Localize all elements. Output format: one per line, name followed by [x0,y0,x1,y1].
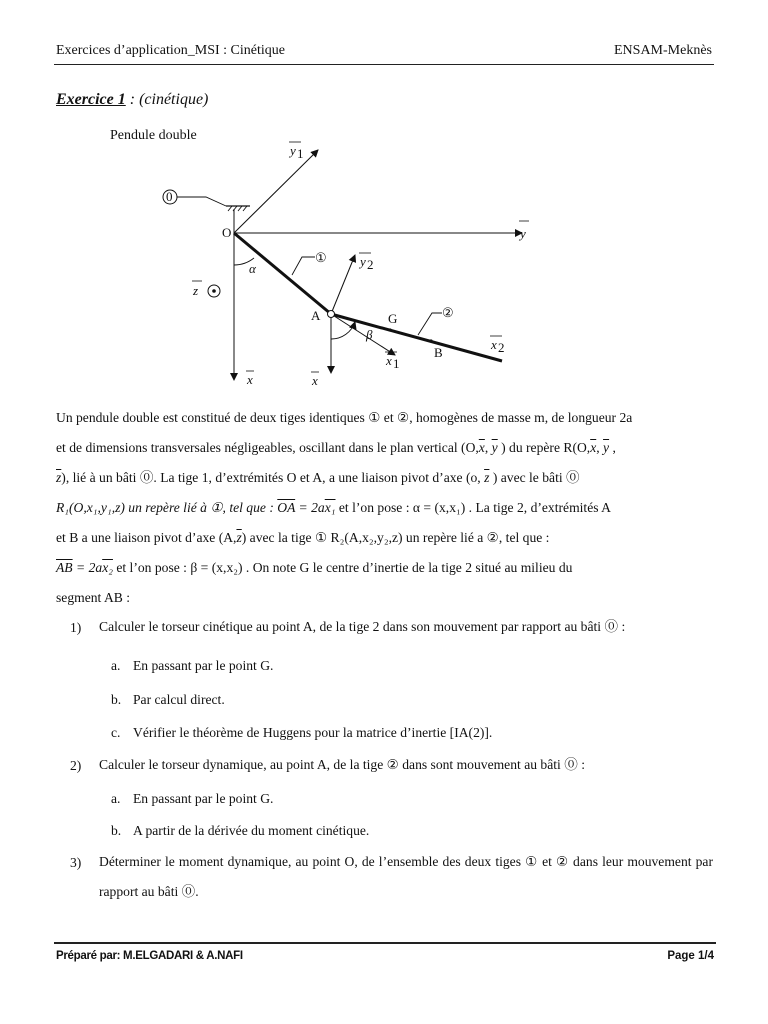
svg-text:2: 2 [498,340,505,355]
x1-axis [331,314,395,355]
figure-caption: Pendule double [110,128,197,143]
statement-line-3: $\overline{z}$), lié à un bâti ⓪. La tige 1, d’extrémités O et A, a une liaison pivot d’axe (o, $\overline{z}$ ) avec le bâti ⓪ [56,470,580,485]
rod-2-label: ② [442,305,454,320]
point-g-label: G [388,311,398,326]
pivot-a [328,311,335,318]
point-o-label: O [222,225,232,240]
y1-label: y [290,143,296,158]
statement-line-2: et de dimensions transversales négligeables, oscillant dans le plan vertical ($O,\overline{x}$, $\overline{y}$ ) du repère $R(O,\overline{x}$, $\overline{y}$ , [56,440,616,455]
problem-statement [56,403,714,613]
header-school: ENSAM-Meknès [614,43,712,58]
beta-label: β [366,327,373,342]
y2-axis [331,255,355,314]
y-label: y [520,226,526,241]
double-pendulum-figure [150,125,550,395]
statement-line-5: et B a une liaison pivot d’axe $(A,\overline{z})$ avec la tige ① R₂(A,x₂,y₂,z) un repère lié a ②, tel que : [56,530,550,545]
svg-text:1: 1 [297,146,304,161]
x2-label: x [491,337,497,352]
statement-line-1: Un pendule double est constitué de deux tiges identiques ① et ②, homogènes de masse m, de longueur 2a [56,410,633,425]
point-b [429,339,432,342]
y1-axis [234,150,318,233]
frame-zero-label: 0 [166,189,173,204]
header-title: Exercices d’application_MSI : Cinétique [56,43,285,58]
footer-authors: Préparé par: M.ELGADARI & A.NAFI [56,950,243,962]
point-b-label: B [434,345,443,360]
z-label: z [193,283,199,298]
footer-divider [54,942,716,944]
statement-line-4: R₁(O,x₁,y₁,z) un repère lié à ①, tel que : $\overline{OA} = 2ax_1$ et l’on pose : α = (x,x₁) . La tige 2, d’extrémités A [56,500,611,515]
rod-1-label: ① [315,250,327,265]
svg-text:1: 1 [393,356,400,371]
rod-2 [331,314,502,361]
header-divider [54,64,714,65]
exercise-title [56,91,208,109]
point-g [388,328,391,331]
statement-line-7: segment AB : [56,590,131,605]
x-label-a: x [312,373,318,388]
beta-arc [331,322,355,339]
x-label-o: x [247,372,253,387]
y2-label: y [360,254,366,269]
exercise-label: Exercice 1 [56,91,126,108]
point-a-label: A [311,308,321,323]
x1-label: x [386,353,392,368]
statement-line-6: $\overline{AB} = 2ax_2$ et l’on pose : β = (x,x₂) . On note G le centre d’inertie de la tige 2 situé au milieu du [56,560,573,575]
svg-text:2: 2 [367,257,374,272]
footer-page-number: Page 1/4 [667,950,714,962]
alpha-label: α [249,261,256,276]
exercise-subtitle: : (cinétique) [125,91,209,108]
